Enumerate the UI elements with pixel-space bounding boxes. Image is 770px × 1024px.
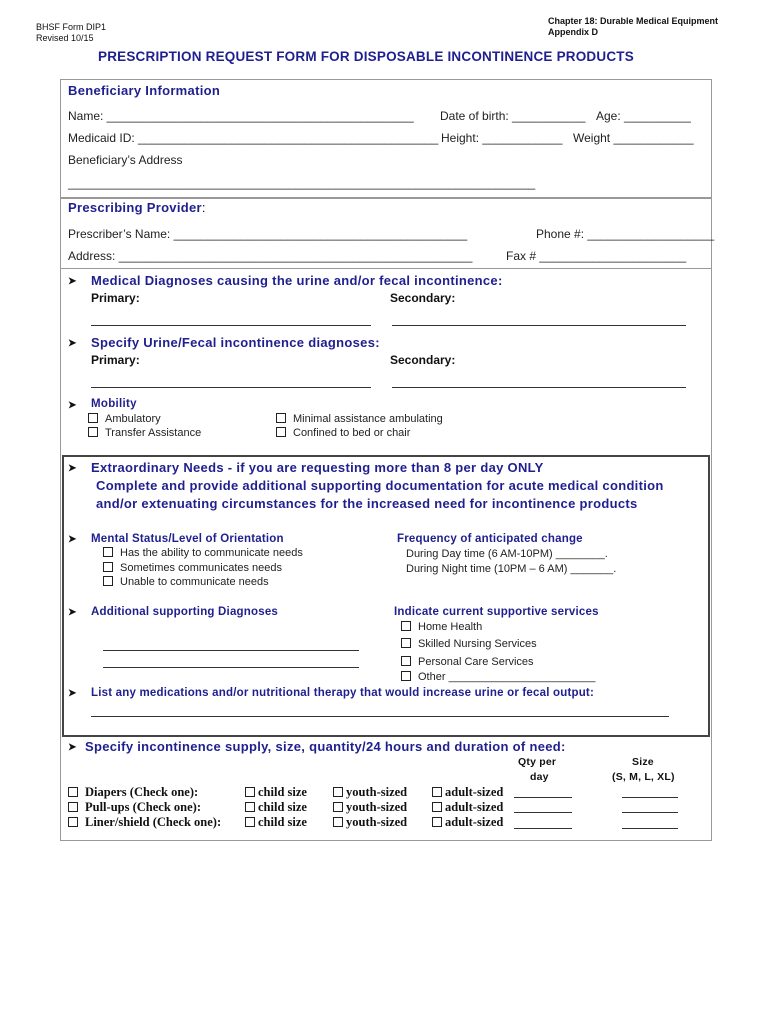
checkbox-icon[interactable]: [245, 787, 255, 797]
option-label: Transfer Assistance: [105, 427, 202, 439]
age-field[interactable]: Age: __________: [596, 109, 691, 123]
item-label: Diapers (Check one):: [85, 785, 199, 799]
chevron-right-icon: ➤: [68, 534, 77, 545]
form-id: BHSF Form DIP1: [36, 22, 107, 32]
option-label: Ambulatory: [105, 413, 161, 425]
prescriber-name-field[interactable]: Prescriber’s Name: ____________________________________________: [68, 227, 468, 241]
appendix-label: Appendix D: [548, 27, 599, 37]
checkbox-icon[interactable]: [401, 638, 411, 648]
name-field[interactable]: Name: ______________________________________________: [68, 109, 414, 123]
medicaid-id-field[interactable]: Medicaid ID: _____________________________________________: [68, 131, 439, 145]
option-label: Unable to communicate needs: [120, 576, 269, 588]
checkbox-icon[interactable]: [68, 802, 78, 812]
mobility-option-confined[interactable]: [276, 427, 410, 439]
height-field[interactable]: Height: ____________: [441, 131, 563, 145]
provider-heading-colon: :: [201, 200, 206, 215]
service-personal-care[interactable]: [401, 656, 534, 668]
checkbox-icon[interactable]: [68, 787, 78, 797]
adult-size-option[interactable]: [432, 800, 503, 815]
option-label: Minimal assistance ambulating: [293, 413, 443, 425]
option-label: youth-sized: [346, 785, 408, 799]
size-line[interactable]: [622, 812, 678, 813]
mobility-option-transfer[interactable]: [88, 427, 201, 439]
checkbox-icon[interactable]: [88, 413, 98, 423]
option-label: youth-sized: [346, 815, 408, 829]
checkbox-icon[interactable]: [432, 787, 442, 797]
option-label: adult-sized: [445, 800, 504, 814]
checkbox-icon[interactable]: [401, 656, 411, 666]
medications-heading: List any medications and/or nutritional therapy that would increase urine or fecal output:: [91, 687, 594, 699]
additional-diagnosis-line-2[interactable]: [103, 667, 359, 668]
frequency-day-field[interactable]: During Day time (6 AM-10PM) ________.: [406, 548, 608, 560]
checkbox-icon[interactable]: [245, 817, 255, 827]
secondary-label: Secondary:: [390, 291, 456, 305]
services-heading: Indicate current supportive services: [394, 606, 599, 618]
primary-diagnosis-line[interactable]: [91, 325, 371, 326]
option-label: Home Health: [418, 621, 483, 633]
extraordinary-line-1: Complete and provide additional supporting documentation for acute medical condition: [96, 478, 664, 493]
chevron-right-icon: ➤: [68, 742, 77, 753]
weight-field[interactable]: Weight ____________: [573, 131, 694, 145]
youth-size-option[interactable]: [333, 785, 407, 800]
supply-row-pullups[interactable]: [68, 800, 201, 815]
qty-header: Qty per: [518, 756, 557, 768]
checkbox-icon[interactable]: [276, 427, 286, 437]
checkbox-icon[interactable]: [88, 427, 98, 437]
mental-option-unable[interactable]: [103, 576, 269, 588]
provider-heading: [68, 200, 206, 215]
checkbox-icon[interactable]: [103, 547, 113, 557]
checkbox-icon[interactable]: [103, 576, 113, 586]
option-label: Sometimes communicates needs: [120, 562, 283, 574]
checkbox-icon[interactable]: [245, 802, 255, 812]
supply-row-liner[interactable]: [68, 815, 221, 830]
checkbox-icon[interactable]: [401, 671, 411, 681]
option-label: child size: [258, 800, 307, 814]
additional-diagnoses-heading: Additional supporting Diagnoses: [91, 606, 279, 618]
size-line[interactable]: [622, 828, 678, 829]
secondary-label: Secondary:: [390, 353, 456, 367]
option-label: Skilled Nursing Services: [418, 638, 537, 650]
fax-field[interactable]: Fax # ______________________: [506, 249, 687, 263]
qty-header-day: day: [530, 771, 549, 783]
service-other[interactable]: [401, 671, 595, 683]
chevron-right-icon: ➤: [68, 607, 77, 618]
checkbox-icon[interactable]: [333, 802, 343, 812]
chevron-right-icon: ➤: [68, 463, 77, 474]
secondary-specify-line[interactable]: [392, 387, 686, 388]
supply-heading: Specify incontinence supply, size, quantity/24 hours and duration of need:: [85, 739, 566, 754]
frequency-night-field[interactable]: During Night time (10PM – 6 AM) _______.: [406, 563, 617, 575]
option-label: Has the ability to communicate needs: [120, 547, 303, 559]
item-label: Liner/shield (Check one):: [85, 815, 222, 829]
option-label: Personal Care Services: [418, 656, 534, 668]
mobility-option-ambulatory[interactable]: [88, 413, 161, 425]
youth-size-option[interactable]: [333, 815, 407, 830]
primary-label: Primary:: [91, 353, 140, 367]
dob-field[interactable]: Date of birth: ___________: [440, 109, 586, 123]
mental-option-ability[interactable]: [103, 547, 303, 559]
beneficiary-heading: Beneficiary Information: [68, 83, 221, 98]
child-size-option[interactable]: [245, 785, 307, 800]
item-label: Pull-ups (Check one):: [85, 800, 201, 814]
size-header-options: (S, M, L, XL): [612, 771, 675, 783]
size-line[interactable]: [622, 797, 678, 798]
adult-size-option[interactable]: [432, 785, 503, 800]
revised-date: Revised 10/15: [36, 33, 94, 43]
provider-heading-text: Prescribing Provider: [68, 200, 202, 215]
extraordinary-line-2: and/or extenuating circumstances for the increased need for incontinence products: [96, 496, 638, 511]
chapter-label: Chapter 18: Durable Medical Equipment: [548, 16, 719, 26]
option-label: Other ________________________: [418, 671, 596, 683]
option-label: youth-sized: [346, 800, 408, 814]
checkbox-icon[interactable]: [432, 802, 442, 812]
qty-line[interactable]: [514, 797, 572, 798]
diagnoses-heading: Medical Diagnoses causing the urine and/or fecal incontinence:: [91, 273, 503, 288]
checkbox-icon[interactable]: [432, 817, 442, 827]
mental-option-sometimes[interactable]: [103, 562, 282, 574]
checkbox-icon[interactable]: [333, 787, 343, 797]
youth-size-option[interactable]: [333, 800, 407, 815]
checkbox-icon[interactable]: [333, 817, 343, 827]
checkbox-icon[interactable]: [276, 413, 286, 423]
chevron-right-icon: ➤: [68, 688, 77, 699]
chevron-right-icon: ➤: [68, 400, 77, 411]
address-label: Beneficiary’s Address: [68, 153, 183, 167]
child-size-option[interactable]: [245, 815, 307, 830]
extraordinary-heading: Extraordinary Needs - if you are requesting more than 8 per day ONLY: [91, 460, 544, 475]
secondary-diagnosis-line[interactable]: [392, 325, 686, 326]
additional-diagnosis-line-1[interactable]: [103, 650, 359, 651]
option-label: child size: [258, 815, 307, 829]
primary-label: Primary:: [91, 291, 140, 305]
size-header: Size: [632, 756, 654, 768]
child-size-option[interactable]: [245, 800, 307, 815]
supply-row-diapers[interactable]: [68, 785, 198, 800]
adult-size-option[interactable]: [432, 815, 503, 830]
service-skilled-nursing[interactable]: [401, 638, 537, 650]
mobility-option-minimal[interactable]: [276, 413, 443, 425]
option-label: adult-sized: [445, 785, 504, 799]
option-label: Confined to bed or chair: [293, 427, 411, 439]
option-label: child size: [258, 785, 307, 799]
mental-status-heading: Mental Status/Level of Orientation: [91, 533, 284, 545]
checkbox-icon[interactable]: [68, 817, 78, 827]
phone-field[interactable]: Phone #: ___________________: [536, 227, 715, 241]
checkbox-icon[interactable]: [103, 562, 113, 572]
page-title: PRESCRIPTION REQUEST FORM FOR DISPOSABLE INCONTINENCE PRODUCTS: [98, 49, 634, 64]
chevron-right-icon: ➤: [68, 276, 77, 287]
checkbox-icon[interactable]: [401, 621, 411, 631]
qty-line[interactable]: [514, 812, 572, 813]
qty-line[interactable]: [514, 828, 572, 829]
provider-address-field[interactable]: Address: _____________________________________________________: [68, 249, 473, 263]
mobility-heading: Mobility: [91, 398, 137, 410]
service-home-health[interactable]: [401, 621, 482, 633]
specify-heading: Specify Urine/Fecal incontinence diagnoses:: [91, 335, 380, 350]
address-field[interactable]: ______________________________________________________________________: [68, 176, 536, 190]
frequency-heading: Frequency of anticipated change: [397, 533, 583, 545]
medications-line[interactable]: [91, 716, 669, 717]
primary-specify-line[interactable]: [91, 387, 371, 388]
chevron-right-icon: ➤: [68, 338, 77, 349]
option-label: adult-sized: [445, 815, 504, 829]
